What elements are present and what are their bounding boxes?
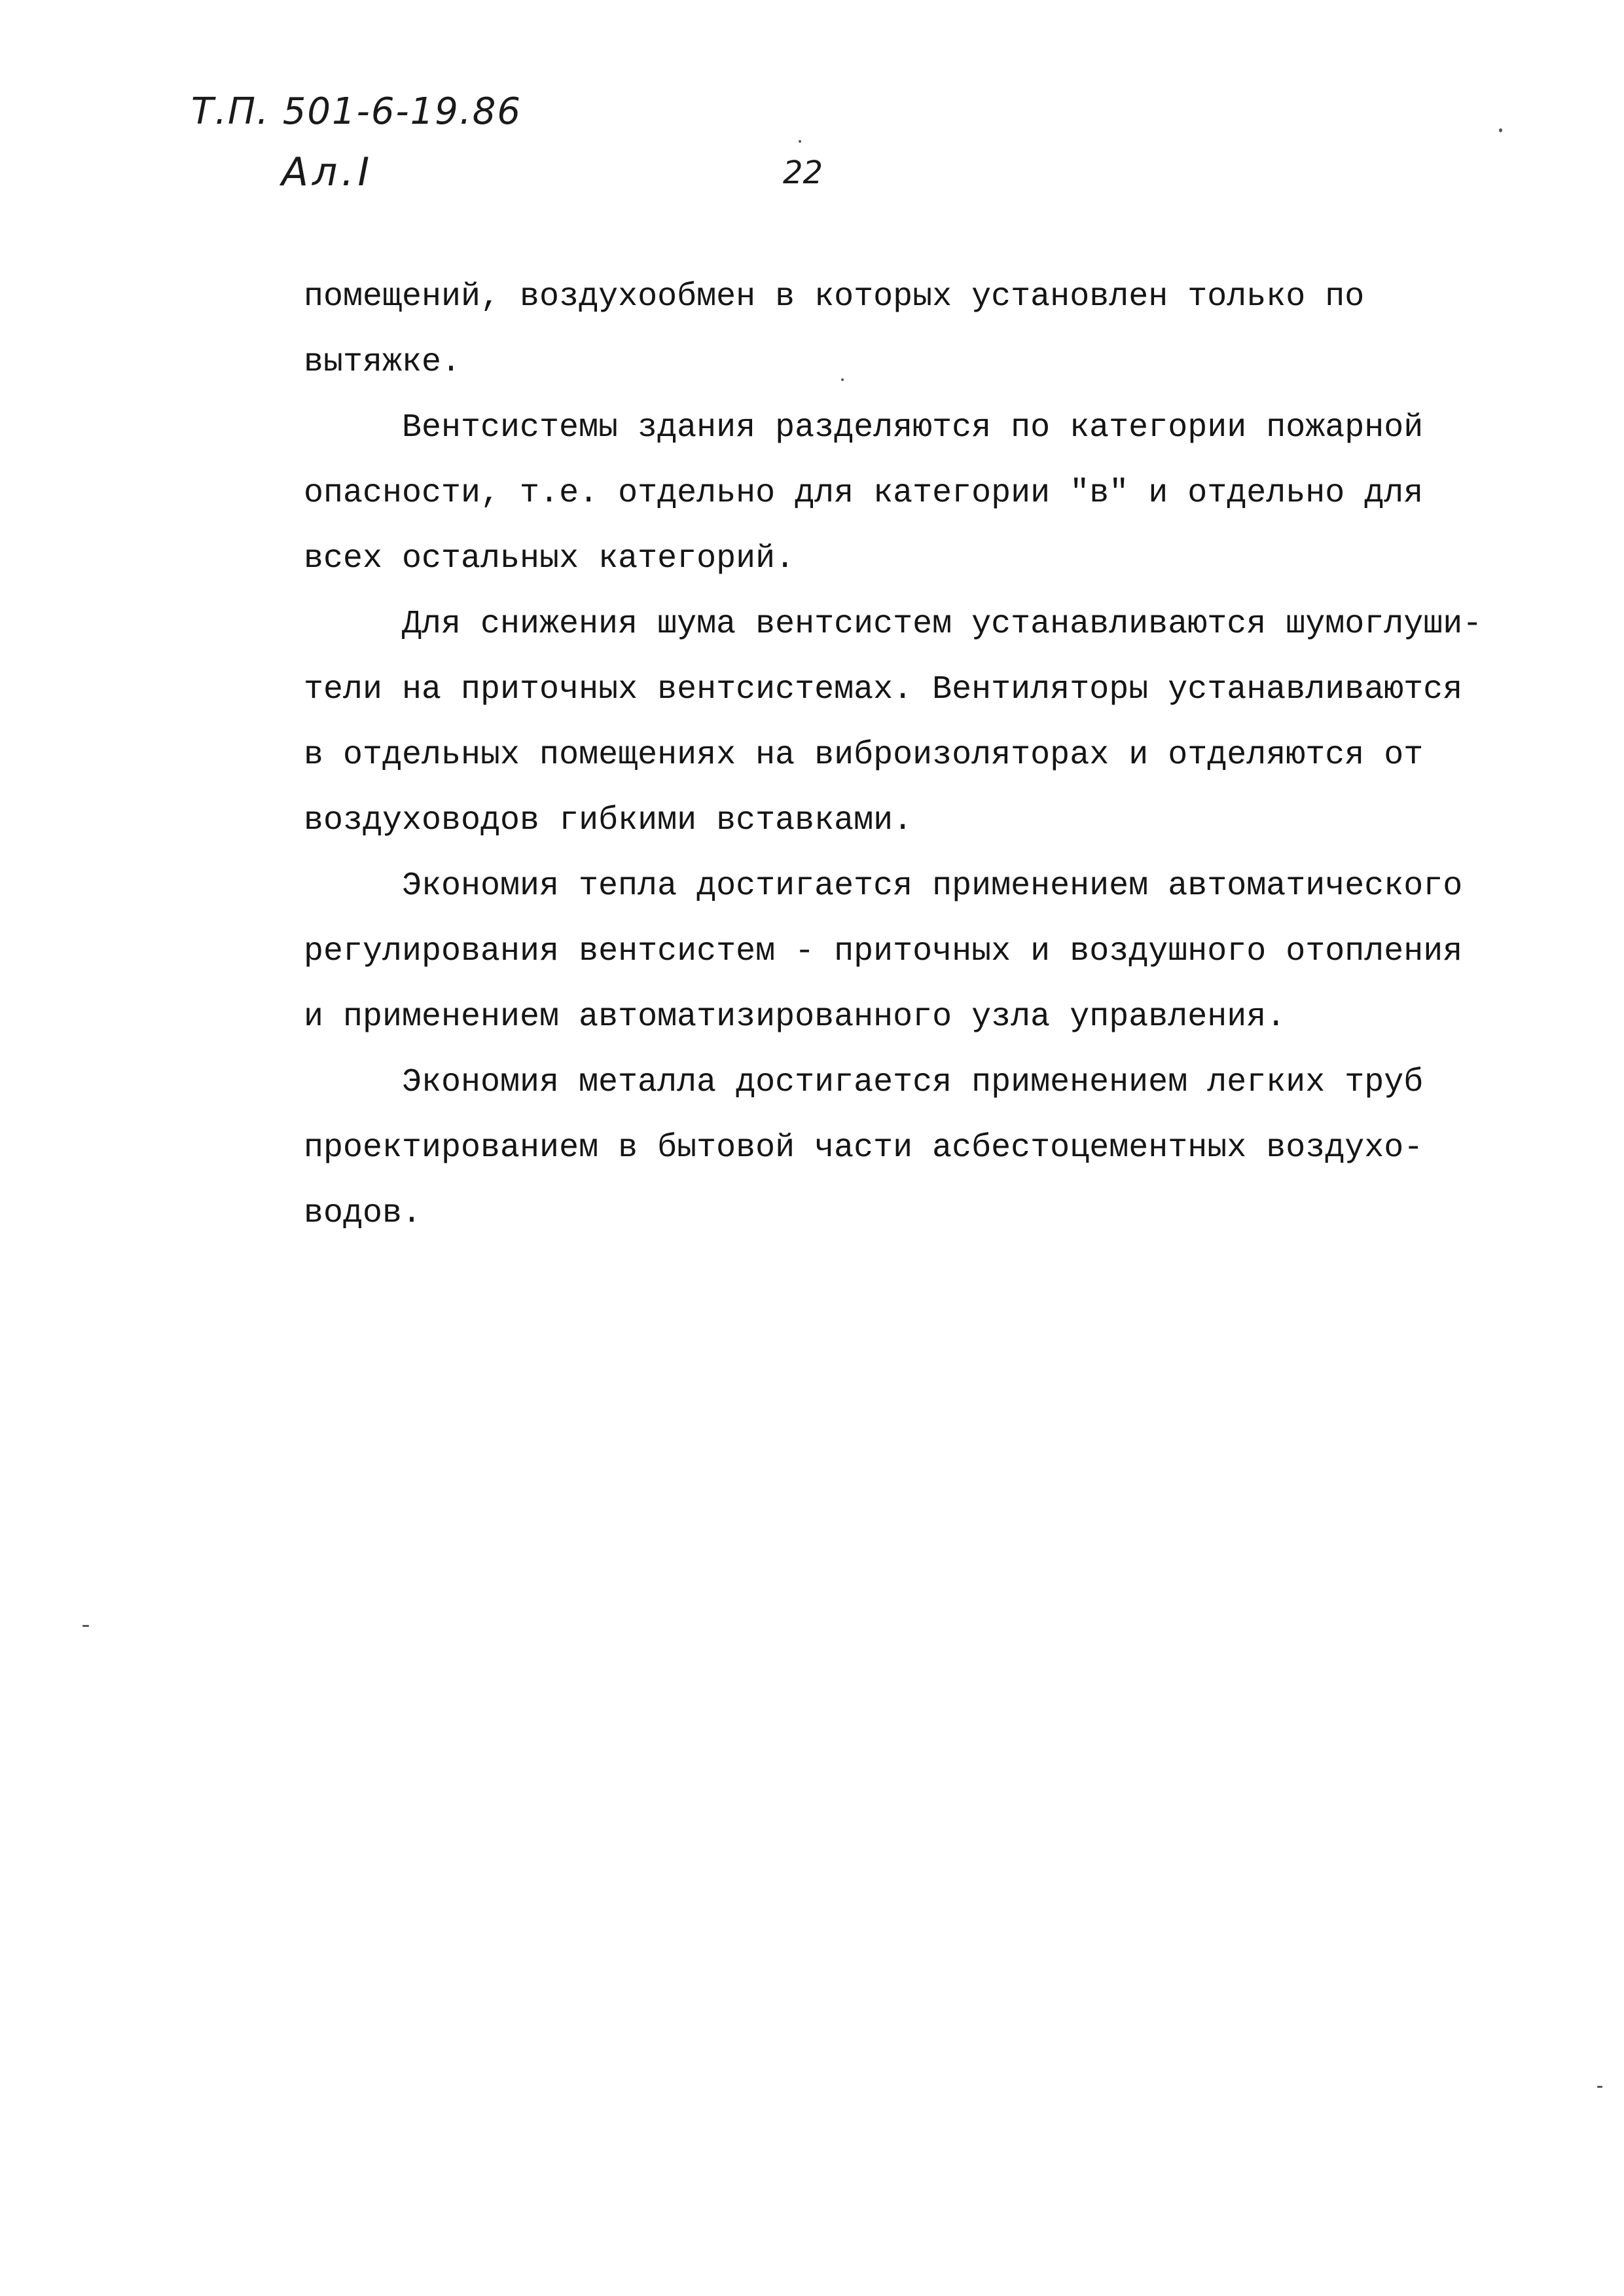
document-code: Т.П. 501-6-19.86 <box>191 90 522 133</box>
scan-speck <box>799 140 801 143</box>
text-line: всех остальных категорий. <box>304 540 795 577</box>
paragraph-start-line: Вентсистемы здания разделяются по категории пожарной <box>402 409 1424 446</box>
scan-speck <box>1597 2086 1602 2088</box>
scan-speck <box>841 378 844 381</box>
paragraph-start-line: Для снижения шума вентсистем устанавливаются шумоглуши- <box>402 606 1483 643</box>
paragraph-start-line: Экономия металла достигается применением легких труб <box>402 1064 1424 1101</box>
text-line: опасности, т.е. отдельно для категории "в" и отдельно для <box>304 475 1424 512</box>
text-line: регулирования вентсистем - приточных и воздушного отопления <box>304 933 1463 970</box>
page-number: 22 <box>783 155 823 191</box>
paragraph-start-line: Экономия тепла достигается применением автоматического <box>402 867 1463 905</box>
text-line: помещений, воздухообмен в которых установлен только по <box>304 278 1365 316</box>
scan-speck <box>82 1625 89 1627</box>
sheet-label: Ал.I <box>281 149 374 195</box>
text-line: и применением автоматизированного узла управления. <box>304 998 1286 1036</box>
text-line: водов. <box>304 1195 422 1232</box>
text-line: тели на приточных вентсистемах. Вентиляторы устанавливаются <box>304 671 1463 708</box>
body-text <box>304 264 1534 1247</box>
text-line: в отдельных помещениях на виброизоляторах и отделяются от <box>304 737 1424 774</box>
scan-speck <box>1499 128 1502 132</box>
text-line: проектированием в бытовой части асбестоцементных воздухо- <box>304 1129 1424 1167</box>
text-line: вытяжке. <box>304 344 461 381</box>
text-line: воздуховодов гибкими вставками. <box>304 802 913 839</box>
